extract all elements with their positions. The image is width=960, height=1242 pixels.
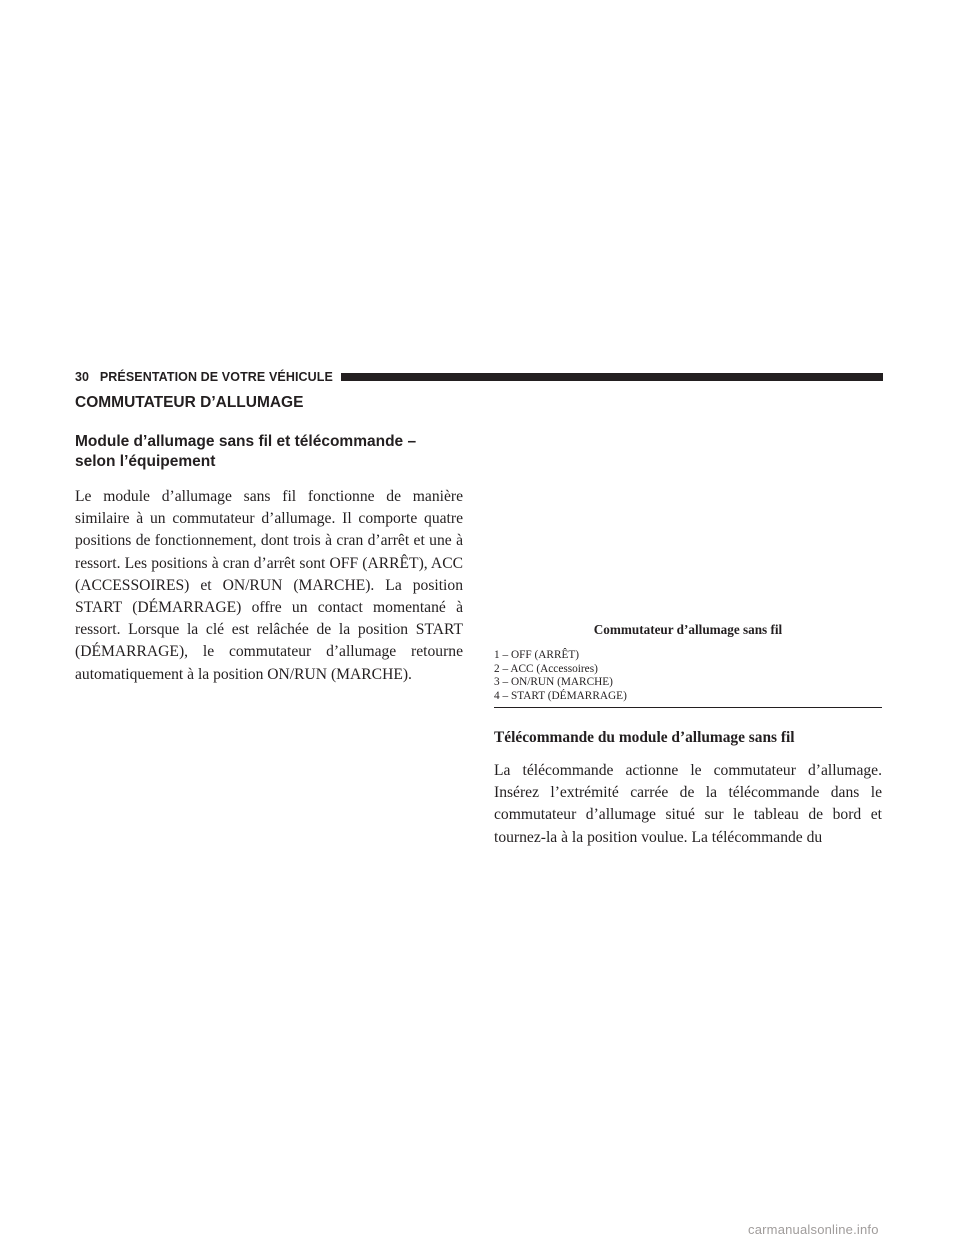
header-rule	[341, 373, 883, 381]
left-column	[75, 393, 463, 686]
legend-item: 1 – OFF (ARRÊT)	[494, 649, 580, 661]
figure-caption: Commutateur d’allumage sans fil	[593, 622, 783, 637]
legend-item: 4 – START (DÉMARRAGE)	[494, 689, 627, 702]
legend-item: 3 – ON/RUN (MARCHE)	[494, 676, 613, 688]
right-column	[494, 620, 882, 849]
section-name: PRÉSENTATION DE VOTRE VÉHICULE	[99, 370, 333, 384]
legend-item: 2 – ACC (Accessoires)	[494, 662, 598, 675]
subsection-title: Module d’allumage sans fil et télécommande – selon l’équipement	[75, 433, 417, 470]
body-paragraph: Le module d’allumage sans fil fonctionne de manière similaire à un commutateur d’allumage. Il comporte quatre positions de fonctionnement, dont trois à cran d’arrêt et une à ressort. Les positions à cran d’arrêt sont OFF (ARRÊT), ACC (ACCESSOIRES) et ON/RUN (MARCHE). La position START (DÉMARRAGE) offre un contact momentané à ressort. Lorsque la clé est relâchée de la position START (DÉMARRAGE), le commutateur d’allumage retourne automatiquement à la position ON/RUN (MARCHE).	[75, 488, 463, 683]
figure-legend	[494, 649, 882, 703]
remote-heading: Télécommande du module d’allumage sans fil	[494, 729, 795, 746]
page-header	[75, 369, 883, 385]
legend-divider	[494, 707, 882, 708]
watermark-text: carmanualsonline.info	[748, 1222, 879, 1237]
page-header-text	[75, 370, 333, 384]
page-number: 30	[75, 370, 90, 384]
section-title: COMMUTATEUR D’ALLUMAGE	[75, 394, 304, 411]
remote-paragraph: La télécommande actionne le commutateur d’allumage. Insérez l’extrémité carrée de la télécommande dans le commutateur d’allumage situé sur le tableau de bord et tournez-la à la position voulue. La télécommande du	[494, 762, 882, 846]
